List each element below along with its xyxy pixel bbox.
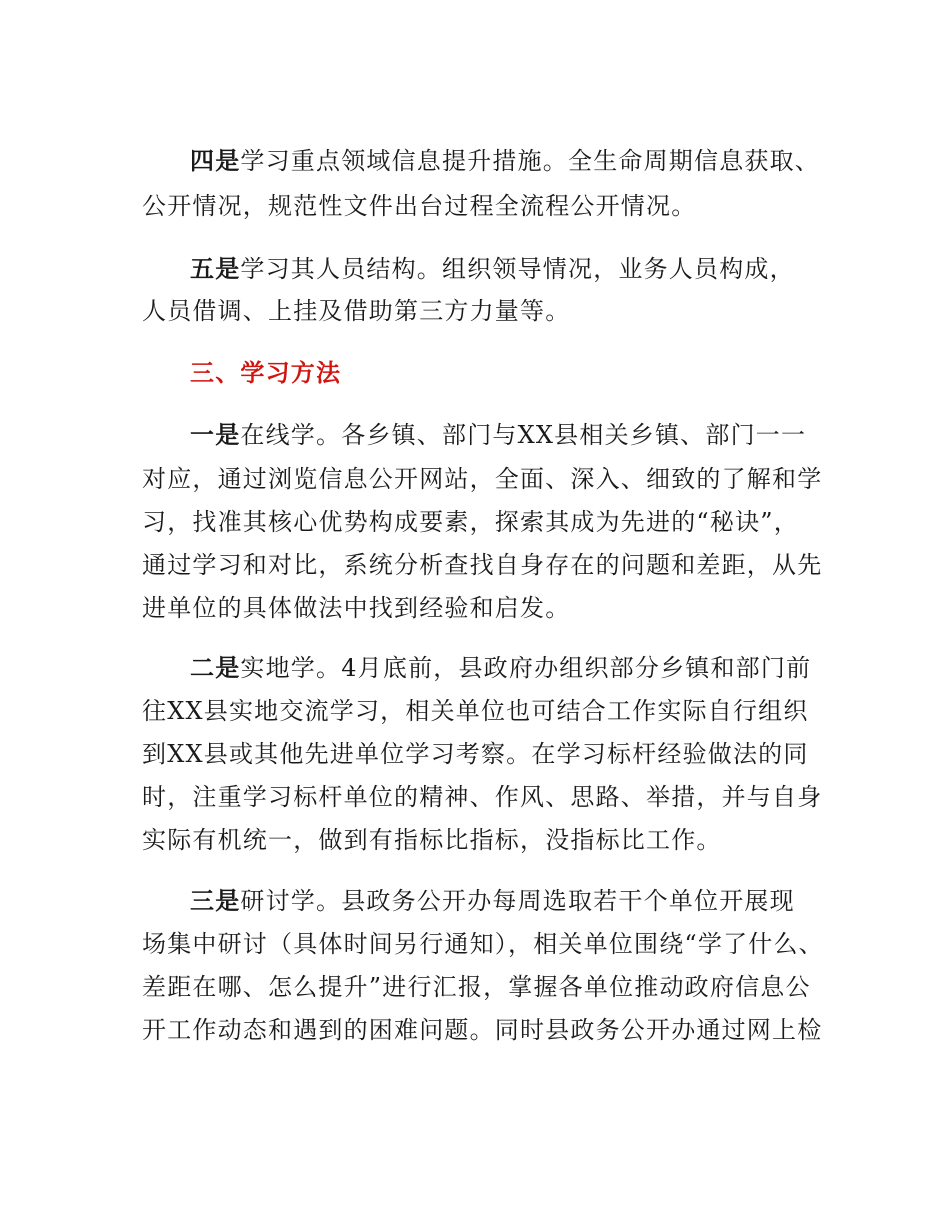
paragraph-line-text: 学习重点领域信息提升措施。全生命周期信息获取、 [240,147,821,175]
paragraph-line-text: 在线学。各乡镇、部门与XX县相关乡镇、部门一一 [240,421,807,449]
paragraph-line: 往XX县实地交流学习，相关单位也可结合工作实际自行组织 [142,697,809,725]
paragraph-first-line [190,886,795,916]
paragraph-lead: 三是 [190,887,241,915]
paragraph-line: 人员借调、上挂及借助第三方力量等。 [142,297,571,325]
paragraph-line: 到XX县或其他先进单位学习考察。在学习标杆经验做法的同 [142,740,809,768]
paragraph-line: 习，找准其核心优势构成要素，探索其成为先进的“秘诀”， [142,508,799,536]
paragraph-first-line [190,653,811,683]
paragraph-line: 进单位的具体做法中找到经验和启发。 [142,594,571,622]
paragraph-line: 对应，通过浏览信息公开网站，全面、深入、细致的了解和学 [142,465,823,493]
paragraph-line: 差距在哪、怎么提升”进行汇报，掌握各单位推动政府信息公 [142,973,811,1001]
paragraph-first-line [190,420,806,450]
paragraph-line: 开工作动态和遇到的困难问题。同时县政务公开办通过网上检 [142,1016,823,1044]
paragraph-line: 场集中研讨（具体时间另行通知），相关单位围绕“学了什么、 [142,930,824,958]
section-heading: 三、学习方法 [190,359,342,387]
paragraph-line: 时，注重学习标杆单位的精神、作风、思路、举措，并与自身 [142,783,823,811]
paragraph-line-text: 实地学。4月底前，县政府办组织部分乡镇和部门前 [240,654,812,682]
paragraph-line-text: 学习其人员结构。组织领导情况，业务人员构成， [240,255,795,283]
paragraph-lead: 一是 [190,421,241,449]
paragraph-line: 通过学习和对比，系统分析查找自身存在的问题和差距，从先 [142,551,823,579]
paragraph-line: 实际有机统一，做到有指标比指标，没指标比工作。 [142,826,722,854]
paragraph-first-line [190,254,795,284]
paragraph-lead: 四是 [190,147,241,175]
paragraph-first-line [190,146,820,176]
paragraph-lead: 二是 [190,654,241,682]
paragraph-line-text: 研讨学。县政务公开办每周选取若干个单位开展现 [240,887,795,915]
paragraph-lead: 五是 [190,255,241,283]
paragraph-line: 公开情况，规范性文件出台过程全流程公开情况。 [142,192,697,220]
